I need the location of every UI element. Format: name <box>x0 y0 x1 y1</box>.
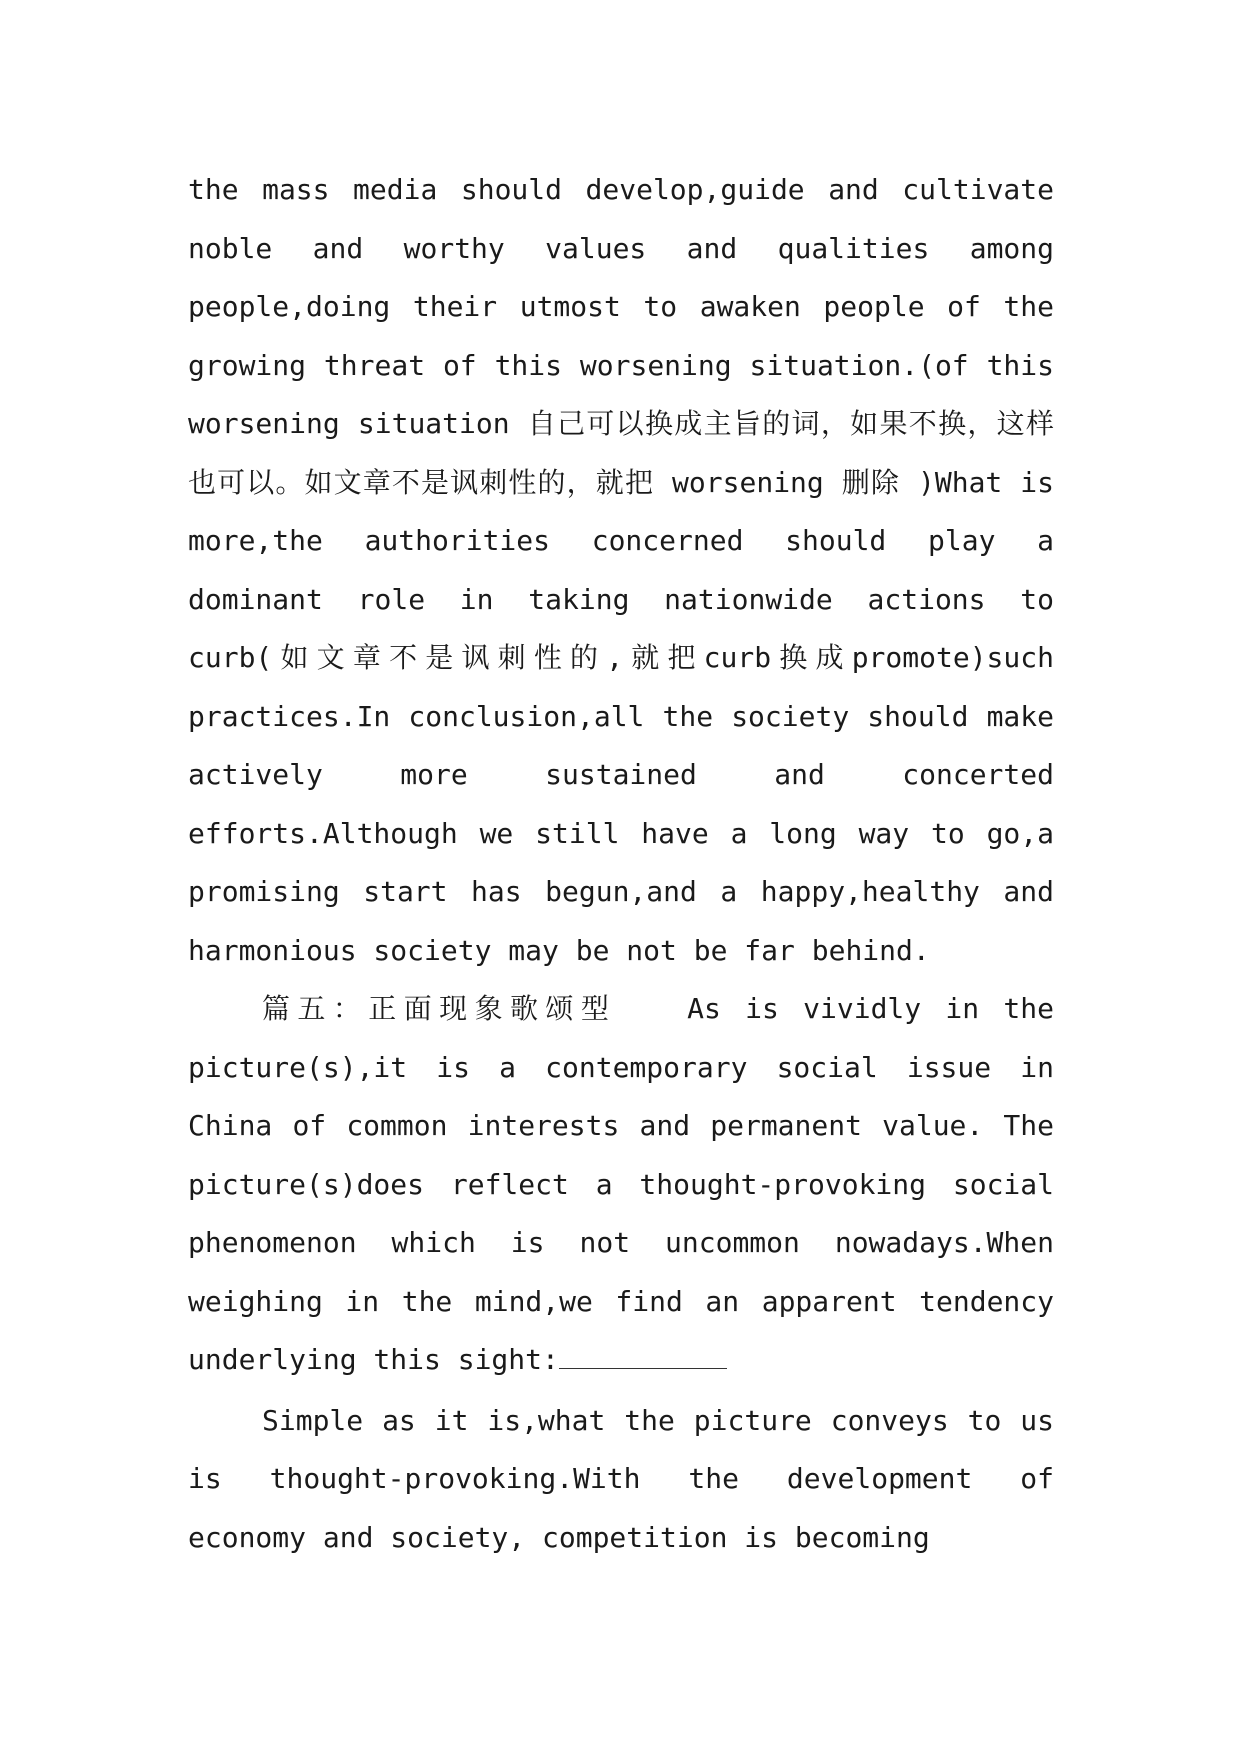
document-body <box>188 161 1054 1567</box>
paragraph-1-text: the mass media should develop,guide and cultivate noble and worthy values and qualities among people,doing their utmost to awaken people of the growing threat of this worsening situation.(of this worsening situation 自己可以换成主旨的词，如果不换，这样也可以。如文章不是讽刺性的，就把 worsening 删除 )What is more,the authorities concerned should play a dominant role in taking nationwide actions to curb(如文章不是讽刺性的,就把curb换成promote)such practices.In conclusion,all the society should make actively more sustained and concerted efforts.Although we still have a long way to go,a promising start has begun,and a happy,healthy and harmonious society may be not be far behind. <box>188 173 1054 967</box>
paragraph-1 <box>188 161 1054 980</box>
paragraph-2 <box>188 980 1054 1390</box>
paragraph-3-text: Simple as it is,what the picture conveys to us is thought-provoking.With the development of economy and society, competition is becoming <box>188 1403 1054 1554</box>
fill-in-blank-line <box>559 1336 727 1369</box>
paragraph-3 <box>188 1392 1054 1568</box>
paragraph-2-text: 篇五：正面现象歌颂型 As is vividly in the picture(s),it is a contemporary social issue in China of common interests and permanent value. The picture(s)does reflect a thought-provoking social phenomenon which is not uncommon nowadays.When weighing in the mind,we find an apparent tendency underlying this sight: <box>188 992 1054 1376</box>
